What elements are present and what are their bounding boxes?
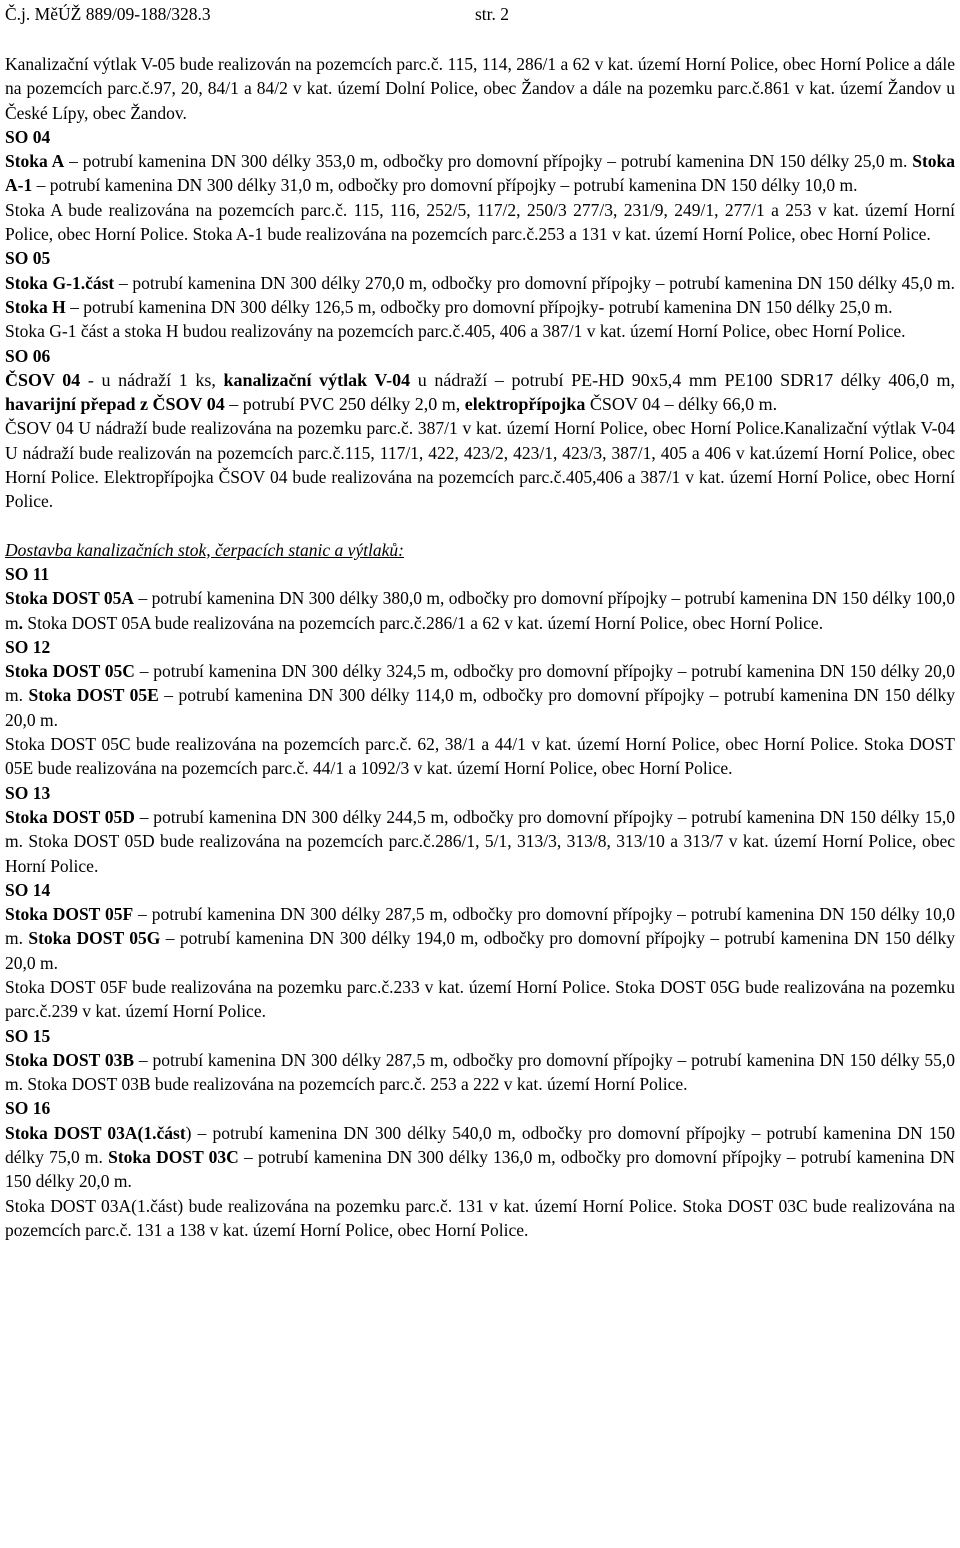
page-number: str. 2 (475, 4, 510, 24)
so12-title: SO 12 (5, 636, 51, 657)
so05-title: SO 05 (5, 248, 51, 269)
so14-description: Stoka DOST 05F – potrubí kamenina DN 300 délky 287,5 m, odbočky pro domovní přípojky – potrubí kamenina DN 150 délky 10,0 m. Stoka DOST 05G – potrubí kamenina DN 300 délky 194,0 m, odbočky pro domovní přípojky – potrubí kamenina DN 150 délky 20,0 m. (5, 904, 955, 973)
section-so13 (5, 781, 955, 878)
so06-description: ČSOV 04 - u nádraží 1 ks, kanalizační výtlak V-04 u nádraží – potrubí PE-HD 90x5,4 mm PE100 SDR17 délky 406,0 m, havarijní přepad z ČSOV 04 – potrubí PVC 250 délky 2,0 m, elektropřípojka ČSOV 04 – délky 66,0 m. (5, 369, 955, 415)
section-so14 (5, 878, 955, 1024)
so15-title: SO 15 (5, 1025, 51, 1046)
so04-location: Stoka A bude realizována na pozemcích parc.č. 115, 116, 252/5, 117/2, 250/3 277/3, 231/9, 249/1, 277/1 a 253 v kat. území Horní Police, obec Horní Police. Stoka A-1 bude realizována na pozemcích parc.č.253 a 131 v kat. území Horní Police, obec Horní Police. (5, 199, 955, 245)
so05-description: Stoka G-1.část – potrubí kamenina DN 300 délky 270,0 m, odbočky pro domovní přípojky – potrubí kamenina DN 150 délky 45,0 m. Stoka H – potrubí kamenina DN 300 délky 126,5 m, odbočky pro domovní přípojky- potrubí kamenina DN 150 délky 25,0 m. (5, 272, 956, 317)
so06-title: SO 06 (5, 345, 51, 366)
reference-number: Č.j. MěÚŽ 889/09-188/328.3 (5, 4, 211, 24)
stoka-g1-name: Stoka G-1.část (5, 272, 115, 293)
section-so16 (5, 1096, 955, 1242)
section-so11 (5, 562, 955, 635)
stoka-h-name: Stoka H (5, 296, 66, 317)
so14-location: Stoka DOST 05F bude realizována na pozemku parc.č.233 v kat. území Horní Police. Stoka DOST 05G bude realizována na pozemku parc.č.239 v kat. území Horní Police. (5, 976, 955, 1022)
paragraph-v05: Kanalizační výtlak V-05 bude realizován na pozemcích parc.č. 115, 114, 286/1 a 62 v kat. území Horní Police, obec Horní Police a dále na pozemcích parc.č.97, 20, 84/1 a 84/2 v kat. území Dolní Police, obec Žandov a dále na pozemku parc.č.861 v kat. území Žandov u České Lípy, obec Žandov. (5, 54, 955, 123)
section-so06 (5, 344, 955, 514)
page-header (5, 2, 955, 26)
so04-description: Stoka A – potrubí kamenina DN 300 délky 353,0 m, odbočky pro domovní přípojky – potrubí kamenina DN 150 délky 25,0 m. Stoka A-1 – potrubí kamenina DN 300 délky 31,0 m, odbočky pro domovní přípojky – potrubí kamenina DN 150 délky 10,0 m. (5, 151, 956, 196)
so04-title: SO 04 (5, 126, 51, 147)
section-so04 (5, 125, 955, 246)
so05-location: Stoka G-1 část a stoka H budou realizovány na pozemcích parc.č.405, 406 a 387/1 v kat. území Horní Police, obec Horní Police. (5, 321, 906, 342)
section-heading-dostavba: Dostavba kanalizačních stok, čerpacích stanic a výtlaků: (5, 539, 404, 560)
so12-location: Stoka DOST 05C bude realizována na pozemcích parc.č. 62, 38/1 a 44/1 v kat. území Horní Police, obec Horní Police. Stoka DOST 05E bude realizována na pozemcích parc.č. 44/1 a 1092/3 v kat. území Horní Police, obec Horní Police. (5, 734, 955, 779)
so06-location: ČSOV 04 U nádraží bude realizována na pozemku parc.č. 387/1 v kat. území Horní Police, obec Horní Police.Kanalizační výtlak V-04 U nádraží bude realizován na pozemcích parc.č.115, 117/1, 422, 423/2, 423/1, 423/3, 387/1, 405 a 406 v kat.území Horní Police, obec Horní Police. Elektropřípojka ČSOV 04 bude realizována na pozemcích parc.č.405,406 a 387/1 v kat. území Horní Police, obec Horní Police. (5, 418, 955, 512)
so16-location: Stoka DOST 03A(1.část) bude realizována na pozemku parc.č. 131 v kat. území Horní Police. Stoka DOST 03C bude realizována na pozemcích parc.č. 131 a 138 v kat. území Horní Police, obec Horní Police. (5, 1195, 955, 1240)
so13-title: SO 13 (5, 782, 51, 803)
so14-title: SO 14 (5, 879, 51, 900)
stoka-a1-name: Stoka A-1 (5, 151, 956, 196)
so15-description: Stoka DOST 03B – potrubí kamenina DN 300 délky 287,5 m, odbočky pro domovní přípojky – potrubí kamenina DN 150 délky 55,0 m. Stoka DOST 03B bude realizována na pozemcích parc.č. 253 a 222 v kat. území Horní Police. (5, 1049, 955, 1095)
section-so15 (5, 1024, 955, 1097)
so12-description: Stoka DOST 05C – potrubí kamenina DN 300 délky 324,5 m, odbočky pro domovní přípojky – potrubí kamenina DN 150 délky 20,0 m. Stoka DOST 05E – potrubí kamenina DN 300 délky 114,0 m, odbočky pro domovní přípojky – potrubí kamenina DN 150 délky 20,0 m. (5, 661, 955, 730)
stoka-a-name: Stoka A (5, 151, 65, 172)
so13-description: Stoka DOST 05D – potrubí kamenina DN 300 délky 244,5 m, odbočky pro domovní přípojky – potrubí kamenina DN 150 délky 15,0 m. Stoka DOST 05D bude realizována na pozemcích parc.č.286/1, 5/1, 313/3, 313/8, 313/10 a 313/7 v kat. území Horní Police, obec Horní Police. (5, 806, 955, 876)
section-so12 (5, 635, 955, 781)
so16-title: SO 16 (5, 1098, 51, 1119)
so11-title: SO 11 (5, 563, 50, 584)
section-so05 (5, 246, 955, 343)
so16-description: Stoka DOST 03A(1.část) – potrubí kamenina DN 300 délky 540,0 m, odbočky pro domovní přípojky – potrubí kamenina DN 150 délky 75,0 m. Stoka DOST 03C – potrubí kamenina DN 300 délky 136,0 m, odbočky pro domovní přípojky – potrubí kamenina DN 150 délky 20,0 m. (5, 1122, 955, 1192)
so11-description: Stoka DOST 05A – potrubí kamenina DN 300 délky 380,0 m, odbočky pro domovní přípojky – potrubí kamenina DN 150 délky 100,0 m. Stoka DOST 05A bude realizována na pozemcích parc.č.286/1 a 62 v kat. území Horní Police, obec Horní Police. (5, 588, 955, 633)
